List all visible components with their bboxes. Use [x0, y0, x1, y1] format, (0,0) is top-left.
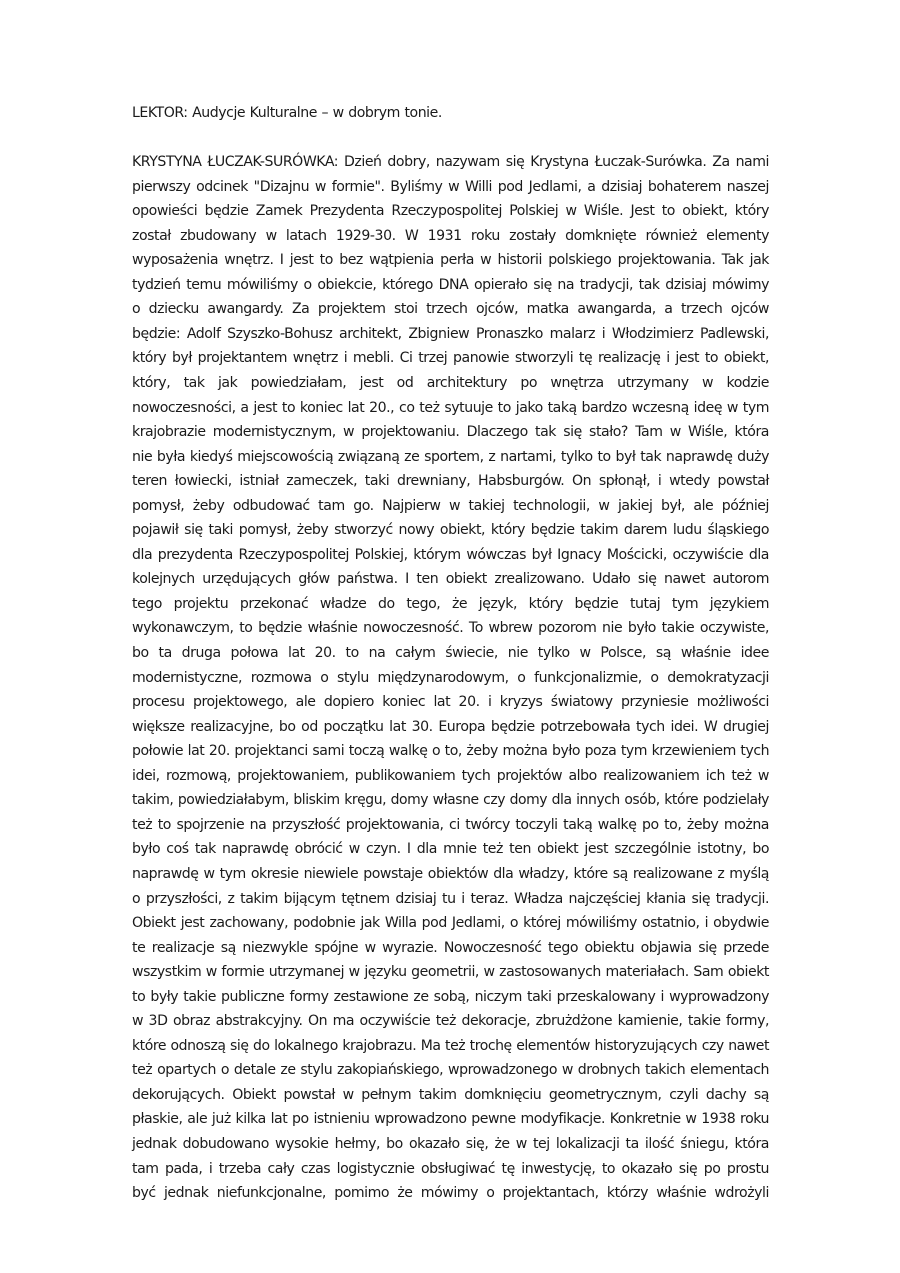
text-line: też to spojrzenie na przyszłość projektowania, ci twórcy toczyli taką walkę po to, żeby można — [132, 816, 769, 833]
text-line: tydzień temu mówiliśmy o obiekcie, którego DNA opierało się na tradycji, tak dzisiaj mówimy — [132, 276, 769, 293]
text-line: teren łowiecki, istniał zameczek, taki drewniany, Habsburgów. On spłonął, i wtedy powstał — [132, 473, 769, 490]
text-line: w 3D obraz abstrakcyjny. On ma oczywiście też dekoracje, zbrużdżone kamienie, takie formy, — [132, 1013, 769, 1030]
text-line: naprawdę w tym okresie niewiele powstaje obiektów dla władzy, które są realizowane z myślą — [132, 865, 769, 882]
text-line: pierwszy odcinek "Dizajnu w formie". Byliśmy w Willi pod Jedlami, a dzisiaj bohaterem naszej — [132, 178, 769, 195]
text-line: było coś tak naprawdę obrócić w czyn. I dla mnie też ten obiekt jest szczególnie istotny, bo — [132, 841, 769, 858]
text-line: który, tak jak powiedziałam, jest od architektury po wnętrza utrzymany w kodzie — [132, 375, 769, 392]
text-line: krajobrazie modernistycznym, w projektowaniu. Dlaczego tak się stało? Tam w Wiśle, która — [132, 424, 769, 441]
text-line: też opartych o detale ze stylu zakopiańskiego, wprowadzonego w drobnych takich elementach — [132, 1062, 769, 1079]
text-line: nowoczesności, a jest to koniec lat 20., co też sytuuje to jako taką bardzo wczesną ideę w tym — [132, 399, 769, 416]
text-line: dekorujących. Obiekt powstał w pełnym takim domknięciu geometrycznym, czyli dachy są — [132, 1086, 769, 1103]
text-line: procesu projektowego, ale dopiero koniec lat 20. i kryzys światowy przyniesie możliwości — [132, 694, 769, 711]
text-line: idei, rozmową, projektowaniem, publikowaniem tych projektów albo realizowaniem ich też w — [132, 767, 769, 784]
text-line: pojawił się taki pomysł, żeby stworzyć nowy obiekt, który będzie takim darem ludu śląskiego — [132, 522, 769, 539]
text-line: będzie: Adolf Szyszko-Bohusz architekt, Zbigniew Pronaszko malarz i Włodzimierz Padlewski, — [132, 325, 769, 342]
text-line: połowie lat 20. projektanci sami toczą walkę o to, żeby można było poza tym krzewieniem tych — [132, 743, 770, 760]
text-line: został zbudowany w latach 1929-30. W 1931 roku zostały domknięte również elementy — [132, 227, 769, 244]
text-line: dla prezydenta Rzeczypospolitej Polskiej, którym wówczas był Ignacy Mościcki, oczywiście dla — [132, 546, 769, 563]
text-line: nie była kiedyś miejscowością związaną ze sportem, z nartami, tylko to był tak naprawdę duży — [132, 448, 769, 465]
text-line: który był projektantem wnętrz i mebli. Ci trzej panowie stworzyli tę realizację i jest to obiekt, — [132, 350, 769, 367]
text-line: takim, powiedziałabym, bliskim kręgu, domy własne czy domy dla innych osób, które podzielały — [132, 792, 769, 809]
text-line: które odnoszą się do lokalnego krajobrazu. Ma też trochę elementów historyzujących czy nawet — [132, 1037, 769, 1054]
document-page — [132, 101, 769, 1206]
text-line: wszystkim w formie utrzymanej w języku geometrii, w zastosowanych materiałach. Sam obiekt — [132, 964, 769, 981]
paragraph-speaker — [132, 150, 769, 1206]
text-line: LEKTOR: Audycje Kulturalne – w dobrym tonie. — [132, 105, 442, 121]
text-line: większe realizacyjne, bo od początku lat 30. Europa będzie potrzebowała tych idei. W drugiej — [132, 718, 769, 735]
text-line: płaskie, ale już kilka lat po istnieniu wprowadzono pewne modyfikacje. Konkretnie w 1938 roku — [132, 1111, 769, 1128]
text-line: pomysł, żeby odbudować tam go. Najpierw w takiej technologii, w jakiej był, ale później — [132, 497, 769, 514]
paragraph-lektor — [132, 101, 769, 126]
text-line: być jednak niefunkcjonalne, pomimo że mówimy o projektantach, którzy właśnie wdrożyli — [132, 1185, 769, 1202]
text-line: wyposażenia wnętrz. I jest to bez wątpienia perła w historii polskiego projektowania. Tak jak — [132, 252, 769, 269]
text-line: jednak dobudowano wysokie hełmy, bo okazało się, że w tej lokalizacji ta ilość śniegu, która — [132, 1135, 769, 1152]
text-line: opowieści będzie Zamek Prezydenta Rzeczypospolitej Polskiej w Wiśle. Jest to obiekt, który — [132, 203, 769, 220]
text-line: wykonawczym, to będzie właśnie nowoczesność. To wbrew pozorom nie było takie oczywiste, — [132, 620, 769, 637]
text-line: tam pada, i trzeba cały czas logistycznie obsługiwać tę inwestycję, to okazało się po prostu — [132, 1160, 769, 1177]
text-line: o dziecku awangardy. Za projektem stoi trzech ojców, matka awangarda, a trzech ojców — [132, 301, 769, 318]
text-line: to były takie publiczne formy zestawione ze sobą, niczym taki przeskalowany i wyprowadzony — [132, 988, 769, 1005]
text-line: bo ta druga połowa lat 20. to na całym świecie, nie tylko w Polsce, są właśnie idee — [132, 645, 769, 662]
text-line: o przyszłości, z takim bijącym tętnem dzisiaj tu i teraz. Władza najczęściej kłania się tradycji. — [132, 890, 769, 907]
text-line: tego projektu przekonać władze do tego, że język, który będzie tutaj tym językiem — [132, 595, 769, 612]
text-line: KRYSTYNA ŁUCZAK-SURÓWKA: Dzień dobry, nazywam się Krystyna Łuczak-Surówka. Za nami — [132, 154, 769, 171]
text-line: Obiekt jest zachowany, podobnie jak Willa pod Jedlami, o której mówiliśmy ostatnio, i obydwie — [132, 915, 769, 932]
text-line: kolejnych urzędujących głów państwa. I ten obiekt zrealizowano. Udało się nawet autorom — [132, 571, 769, 588]
text-line: te realizacje są niezwykle spójne w wyrazie. Nowoczesność tego obiektu objawia się przede — [132, 939, 769, 956]
text-line: modernistyczne, rozmowa o stylu międzynarodowym, o funkcjonalizmie, o demokratyzacji — [132, 669, 769, 686]
